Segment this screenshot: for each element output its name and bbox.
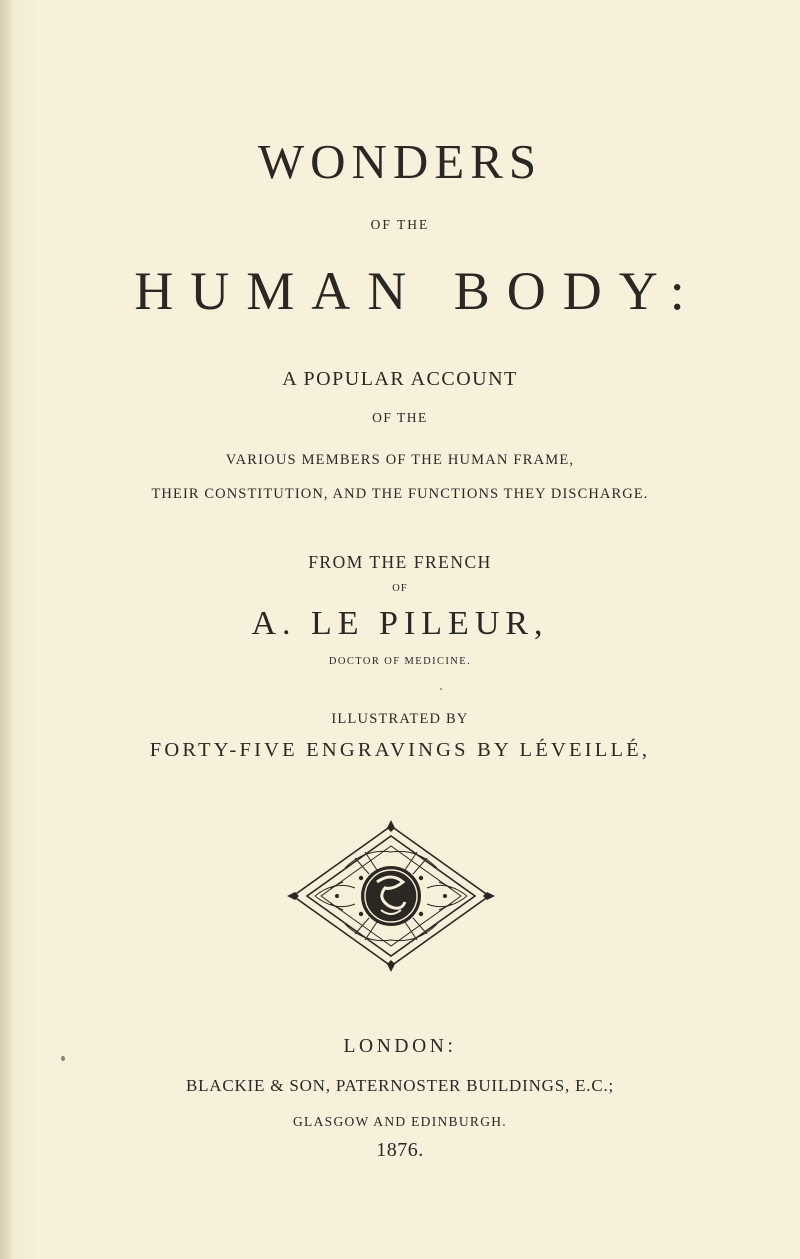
illustration-credit: FORTY-FIVE ENGRAVINGS BY LÉVEILLÉ,	[149, 739, 651, 761]
publisher-line: BLACKIE & SON, PATERNOSTER BUILDINGS, E.C.;	[185, 1076, 615, 1095]
author-connector: OF	[392, 583, 408, 594]
title-connector: OF THE	[370, 217, 430, 232]
publisher-monogram-ornament-icon	[285, 818, 497, 974]
illustrated-by: ILLUSTRATED BY	[331, 711, 469, 727]
publication-year: 1876.	[376, 1139, 424, 1161]
title-line-1: WONDERS	[257, 134, 543, 189]
subtitle-line-1: A POPULAR ACCOUNT	[282, 368, 518, 390]
other-cities: GLASGOW AND EDINBURGH.	[293, 1114, 507, 1129]
translation-note: FROM THE FRENCH	[308, 552, 492, 572]
author-credential: DOCTOR OF MEDICINE.	[328, 656, 472, 667]
subtitle-connector: OF THE	[372, 410, 428, 425]
subtitle-line-2: VARIOUS MEMBERS OF THE HUMAN FRAME,	[225, 452, 575, 468]
author-name: A. LE PILEUR,	[251, 605, 549, 642]
paper-speck	[440, 688, 442, 690]
subtitle-line-3: THEIR CONSTITUTION, AND THE FUNCTIONS THEY DISCHARGE.	[151, 486, 649, 502]
title-line-2: HUMAN BODY:	[134, 261, 702, 321]
imprint-city: LONDON:	[343, 1036, 457, 1057]
paper-speck	[61, 1056, 65, 1061]
